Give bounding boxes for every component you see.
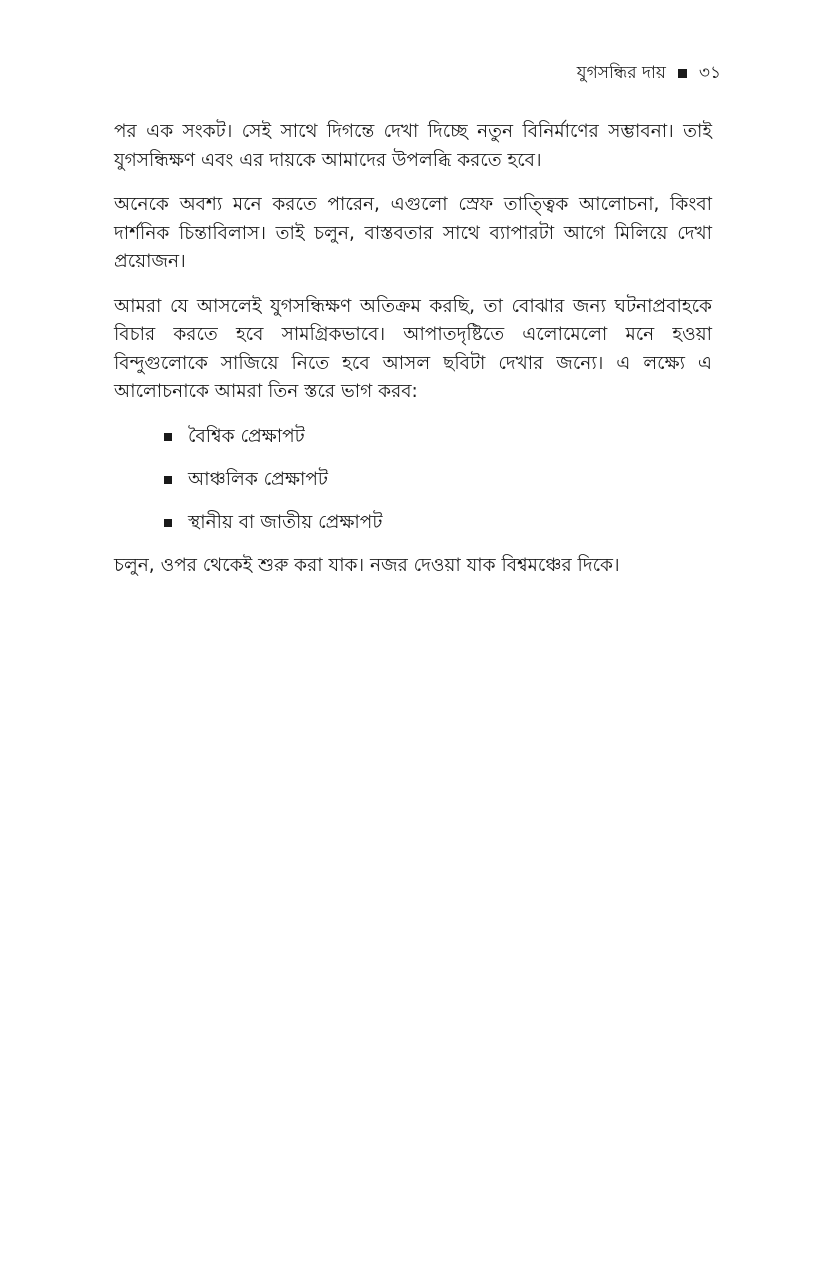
list-item-text: আঞ্চলিক প্রেক্ষাপট (188, 468, 328, 490)
square-bullet-icon (164, 476, 172, 484)
square-bullet-icon (164, 519, 172, 527)
paragraph: অনেকে অবশ্য মনে করতে পারেন, এগুলো স্রেফ তাত্ত্বিক আলোচনা, কিংবা দার্শনিক চিন্তাবিলাস। তাই চলুন, বাস্তবতার সাথে ব্যাপারটা আগে মিলিয়ে দেখা প্রয়োজন। (114, 194, 712, 272)
chapter-title: যুগসন্ধির দায় (576, 63, 666, 83)
square-bullet-icon (164, 433, 172, 441)
closing-paragraph: চলুন, ওপর থেকেই শুরু করা যাক। নজর দেওয়া যাক বিশ্বমঞ্চের দিকে। (114, 554, 620, 576)
paragraph: পর এক সংকট। সেই সাথে দিগন্তে দেখা দিচ্ছে নতুন বিনির্মাণের সম্ভাবনা। তাই যুগসন্ধিক্ষণ এবং এর দায়কে আমাদের উপলব্ধি করতে হবে। (114, 121, 712, 171)
page-number: ৩১ (698, 63, 721, 83)
list-item-text: স্থানীয় বা জাতীয় প্রেক্ষাপট (188, 511, 383, 533)
paragraph: আমরা যে আসলেই যুগসন্ধিক্ষণ অতিক্রম করছি, তা বোঝার জন্য ঘটনাপ্রবাহকে বিচার করতে হবে সামগ্রিকভাবে। আপাতদৃষ্টিতে এলোমেলো মনে হওয়া বিন্দুগুলোকে সাজিয়ে নিতে হবে আসল ছবিটা দেখার জন্যে। এ লক্ষ্যে এ আলোচনাকে আমরা তিন স্তরে ভাগ করব: (114, 295, 712, 402)
list-item (164, 509, 712, 537)
list-item (164, 466, 712, 494)
list-item-text: বৈশ্বিক প্রেক্ষাপট (188, 425, 305, 447)
bullet-list (114, 423, 712, 537)
square-separator-icon (678, 69, 687, 78)
body-text (114, 118, 712, 596)
list-item (164, 423, 712, 451)
running-head (577, 60, 721, 86)
